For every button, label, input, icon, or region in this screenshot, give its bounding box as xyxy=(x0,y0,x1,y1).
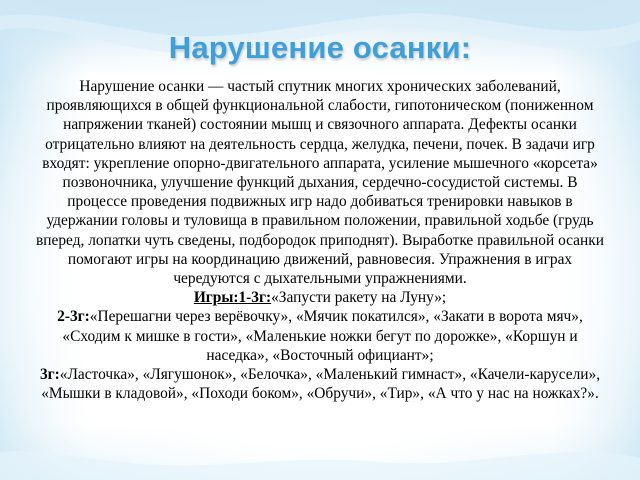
intro-paragraph: Нарушение осанки — частый спутник многих хронических заболеваний, проявляющихся в общей функциональной слабости, гипотоническом (пониженном напряжении тканей) состоянии мышц и связочного аппарата. Дефекты осанки отрицательно влияют на деятельность сердца, желудка, печени, почек. В задачи игр входят: укрепление опорно-двигательного аппарата, усиление мышечного «корсета» позвоночника, улучшение функций дыхания, сердечно-сосудистой системы. В процессе проведения подвижных игр надо добиваться тренировки навыков в удержании головы и туловища в правильном положении, правильной ходьбе (грудь вперед, лопатки чуть сведены, подбородок приподнят). Выработке правильной осанки помогают игры на координацию движений, равновесия. Упражнения в играх чередуются с дыхательными упражнениями. xyxy=(36,78,604,288)
games-group-3-label: 3г: xyxy=(39,366,60,384)
games-group-2-3-label: 2-3г: xyxy=(57,308,90,326)
games-heading-line xyxy=(34,288,606,307)
games-group-2-3-text: «Перешагни через верёвочку», «Мячик покатился», «Закати в ворота мяч», «Сходим к мишке в гости», «Маленькие ножки бегут по дорожке», «Коршун и наседка», «Восточный официант»; xyxy=(62,308,583,364)
slide-body xyxy=(34,77,606,403)
games-heading-text: «Запусти ракету на Луну»; xyxy=(271,289,447,307)
games-heading-label: Игры:1-3г: xyxy=(193,289,272,307)
slide-title: Нарушение осанки: xyxy=(168,30,472,65)
games-group-2-3 xyxy=(34,307,606,365)
games-group-3-text: «Ласточка», «Лягушонок», «Белочка», «Маленький гимнаст», «Качели-карусели», «Мышки в кладовой», «Походи боком», «Обручи», «Тир», «А что у нас на ножках?». xyxy=(41,366,601,403)
games-group-3 xyxy=(34,365,606,403)
